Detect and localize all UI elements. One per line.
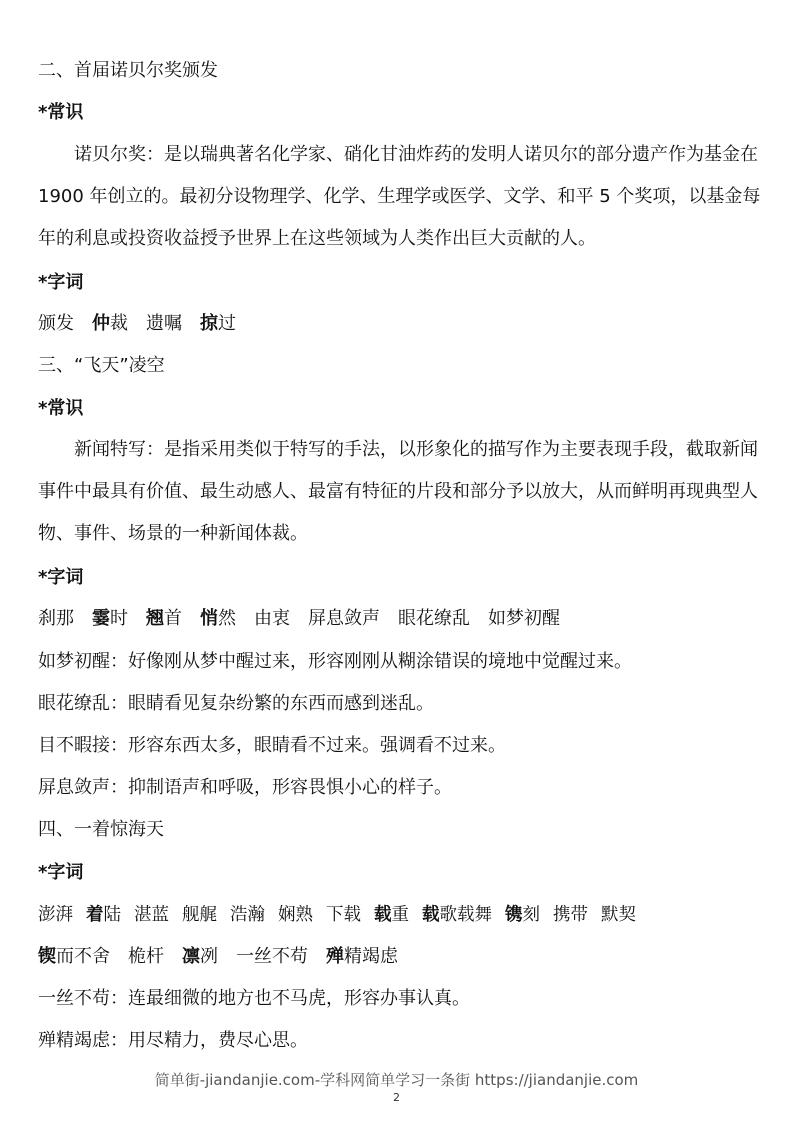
page-number: 2 [393,1091,400,1104]
word-list [38,944,775,970]
vocab-word: 遗嘱 [146,313,182,334]
vocab-word: 镌刻 [505,905,540,925]
vocab-key-char: 霎 [92,608,110,629]
explanation: 目不暇接：形容东西太多，眼睛看不过来。强调看不过来。 [38,735,506,756]
vocab-word: 桅杆 [128,946,164,967]
vocab-key-char: 凛 [182,946,200,967]
vocab-word: 载重 [374,905,409,925]
explanation: 如梦初醒：好像刚从梦中醒过来，形容刚刚从糊涂错误的境地中觉醒过来。 [38,651,632,672]
section-heading-3: 三、“飞天”凌空 [38,355,165,376]
vocab-word: 凛冽 [182,946,218,967]
vocab-word: 下载 [326,905,361,925]
label-words: *字词 [38,862,84,883]
vocab-key-char: 锲 [38,946,56,967]
word-list [38,606,775,632]
vocab-key-char: 镌 [505,905,523,925]
vocab-word: 刹那 [38,608,74,629]
explanation: 眼花缭乱：眼睛看见复杂纷繁的东西而感到迷乱。 [38,693,434,714]
footer-watermark: 简单街-jiandanjie.com-学科网简单学习一条街 https://jiandanjie.com [154,1071,639,1089]
knowledge-paragraph: 诺贝尔奖：是以瑞典著名化学家、硝化甘油炸药的发明人诺贝尔的部分遗产作为基金在 1900 年创立的。最初分设物理学、化学、生理学或医学、文学、和平 5 个奖项，以基金每年的利息或投资收益授予世界上在这些领域为人类作出巨大贡献的人。 [38,144,761,249]
section-heading-4: 四、一着惊海天 [38,819,164,840]
vocab-word: 掠过 [200,313,236,334]
vocab-word: 由衷 [254,608,290,629]
label-knowledge: *常识 [38,102,84,123]
vocab-word: 浩瀚 [230,905,265,925]
vocab-word: 悄然 [200,608,236,629]
vocab-word: 霎时 [92,608,128,629]
word-list [38,311,775,337]
vocab-word: 着陆 [86,905,121,925]
vocab-word: 锲而不舍 [38,946,110,967]
knowledge-paragraph: 新闻特写：是指采用类似于特写的手法，以形象化的描写作为主要表现手段，截取新闻事件中最具有价值、最生动感人、最富有特征的片段和部分予以放大，从而鲜明再现典型人物、事件、场景的一种新闻体裁。 [38,439,758,544]
vocab-word: 一丝不苟 [236,946,308,967]
vocab-key-char: 掠 [200,313,218,334]
vocab-word: 湛蓝 [134,905,169,925]
explanation: 殚精竭虑：用尽精力，费尽心思。 [38,1030,308,1051]
label-words: *字词 [38,567,84,588]
vocab-key-char: 翘 [146,608,164,629]
vocab-word: 默契 [601,905,636,925]
vocab-word: 颁发 [38,313,74,334]
vocab-word: 屏息敛声 [308,608,380,629]
vocab-key-char: 殚 [326,946,344,967]
vocab-word: 澎湃 [38,905,73,925]
explanation: 屏息敛声：抑制语声和呼吸，形容畏惧小心的样子。 [38,777,452,798]
vocab-word: 仲裁 [92,313,128,334]
vocab-key-char: 着 [86,905,104,925]
vocab-word: 如梦初醒 [488,608,560,629]
label-knowledge: *常识 [38,398,84,419]
vocab-word: 携带 [553,905,588,925]
vocab-key-char: 载 [422,905,440,925]
vocab-word: 眼花缭乱 [398,608,470,629]
vocab-key-char: 悄 [200,608,218,629]
vocab-word: 殚精竭虑 [326,946,398,967]
vocab-key-char: 载 [374,905,392,925]
section-heading-2: 二、首届诺贝尔奖颁发 [38,60,218,81]
explanation: 一丝不苟：连最细微的地方也不马虎，形容办事认真。 [38,988,470,1009]
vocab-key-char: 仲 [92,313,110,334]
vocab-word: 娴熟 [278,905,313,925]
vocab-word: 载歌载舞 [422,905,492,925]
vocab-word: 翘首 [146,608,182,629]
word-list [38,902,775,928]
label-words: *字词 [38,272,84,293]
vocab-word: 舰艉 [182,905,217,925]
